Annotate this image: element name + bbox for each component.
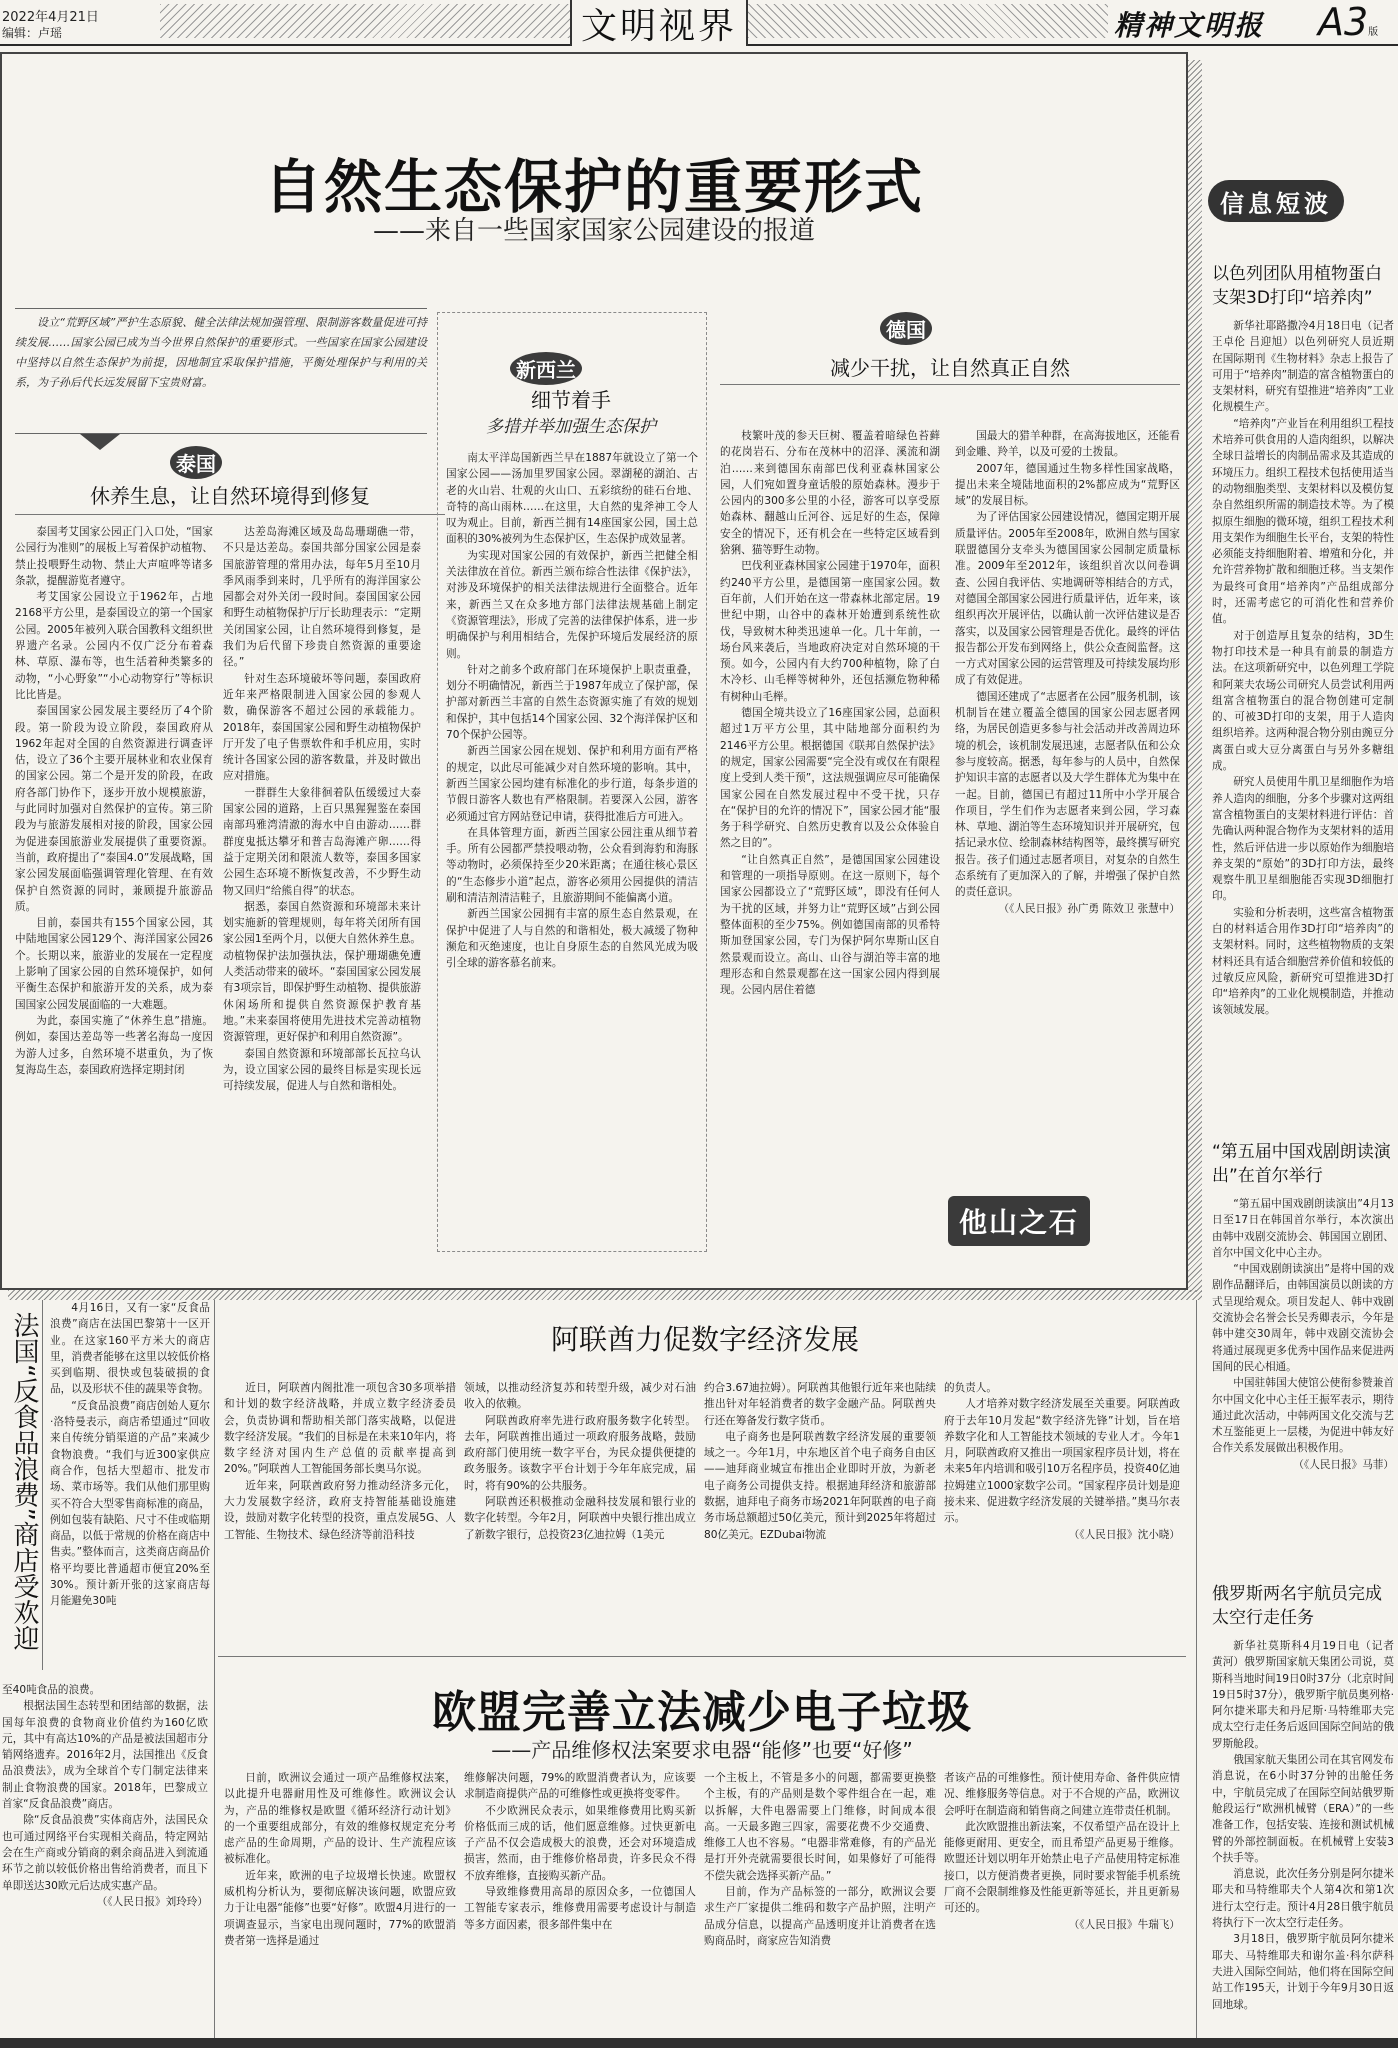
sidebar-item2-para: “第五届中国戏剧朗读演出”4月13日至17日在韩国首尔举行，本次演出由韩中戏剧交流协会、韩国国立剧团、首尔中国文化中心主办。 xyxy=(1212,1198,1394,1259)
germany-headline: 减少干扰，让自然真正自然 xyxy=(830,356,1070,380)
thailand-para: 针对生态环境破坏等问题，泰国政府近年来严格限制进入国家公园的参观人数，确保游客不超过公园的承载能力。2018年，泰国国家公园和野生动植物保护厅开发了电子售票软件和手机应用，实时统计各国家公园的游客数量，并及时做出应对措施。 xyxy=(223,672,421,783)
germany-para: “让自然真正自然”，是德国国家公园建设和管理的一项指导原则。在这一原则下，每个国家公园都设立了“荒野区域”，即没有任何人为干扰的区域，并努力让“荒野区域”占到公园整体面积的至少75%。例如德国南部的贝希特斯加登国家公园，专门为保护阿尔卑斯山区自然景观而设立。高山、山谷与湖泊等丰富的地理形态和自然景观都在这一国家公园内得到展现。公园内居住着德 xyxy=(720,853,940,997)
intro-arrow xyxy=(80,434,120,450)
france-para: “反食品浪费”商店创始人夏尔·洛特曼表示，商店希望通过“回收来自传统分销渠道的产品”来减少食物浪费。“我们与近300家供应商合作，包括大型超市、批发市场、菜市场等。我们从他们那里购买不符合大型零售商标准的商品，例如包装有缺陷、尺寸不佳或临期商品，以低于常规的价格在商店中售卖。”整体而言，这类商店商品价格平均要比普通超市便宜20%至30%。预计新开张的这家商店每月能避免30吨 xyxy=(50,1399,210,1608)
feature-shade-bottom xyxy=(8,1290,1202,1300)
uae-para: 电子商务也是阿联酋数字经济发展的重要领域之一。今年1月，中东地区首个电子商务自由区——迪拜商业城宣布推出企业即时开放，为新老电子商务公司提供支持。根据迪拜经济和旅游部数据，迪拜电子商务市场2021年阿联酋的电子商务市场总额超过50亿美元，预计到2025年将超过80亿美元。EZDubai物流 xyxy=(704,1430,936,1541)
sidebar-item1-para: 实验和分析表明，这些富含植物蛋白的材料适合用作3D打印“培养肉”的支架材料。同时，这些植物物质的支架材料还具有适合细胞营养价值和较低的过敏反应风险，新研究可望推进3D打印“培养肉”的工业化规模制造，并推动该领域发展。 xyxy=(1212,906,1394,1017)
eu-para: 维修解决问题，79%的欧盟消费者认为，应该要求制造商提供产品的可维修性或更换将变零件。 xyxy=(464,1772,696,1801)
uae-para: 阿联酋政府率先进行政府服务数字化转型。去年，阿联酋推出通过一项政府服务战略，鼓励政府部门使用统一数字平台，为民众提供便捷的政务服务。该数字平台计划于今年年底完成，届时，将有90%的公共服务。 xyxy=(464,1414,696,1492)
newzealand-para: 针对之前多个政府部门在环境保护上职责重叠，划分不明确情况，新西兰于1987年成立了保护部，保护部对新西兰丰富的自然生态资源实施了有效的规划和保护，其中包括14个国家公园、32个海洋保护区和70个保护公园等。 xyxy=(446,663,698,742)
uae-para: 近日，阿联酋内阁批准一项包含30多项举措和计划的数字经济战略，并成立数字经济委员会，负责协调和帮助相关部门落实战略，以促进数字经济发展。“我们的目标是在未来10年内，将数字经济对国内生产总值的贡献率提高到20%。”阿联酋人工智能国务部长奥马尔说。 xyxy=(224,1382,456,1476)
germany-para: 2007年，德国通过生物多样性国家战略，提出未来全境陆地面积的2%都应成为“荒野区域”的发展目标。 xyxy=(955,462,1180,508)
germany-para: 枝繁叶茂的参天巨树、覆盖着暗绿色苔藓的花岗岩石、分布在茂林中的沼泽、溪流和湖泊……来到德国东南部巴伐利亚森林国家公园，人们宛如置身童话般的原始森林。漫步于公园内的300多公里的小径，游客可以享受原始森林、翻越山丘河谷、远足好的生态，保障安全的情况下，还有机会在一些特定区域看到猞猁、猫等野生动物。 xyxy=(720,430,940,557)
eu-col-3 xyxy=(704,1770,936,1949)
sidebar-item3-body xyxy=(1212,1638,1394,2013)
masthead-pattern-right xyxy=(748,4,1108,38)
feature-shade xyxy=(1188,60,1202,1292)
germany-badge xyxy=(880,312,932,345)
thailand-para: 泰国国家公园发展主要经历了4个阶段。第一阶段为设立阶段，泰国政府从1962年起对全国的自然资源进行调查评估，设立了36个主要开展林业和农业保育的国家公园。第二个是开发的阶段，在政府各部门协作下，逐步开放小规模旅游，与此同时加强对自然保护的宣传。第三阶段为与旅游发展相对接的阶段，国家公园为促进泰国旅游业发展提供了重要资源。当前，政府提出了“泰国4.0”发展战略，国家公园发展面临强调管理化管理、在有效保护自然资源的同时，兼顾提升旅游品质。 xyxy=(15,705,213,913)
newzealand-col xyxy=(446,450,698,972)
page-number-suffix: 版 xyxy=(1368,27,1379,38)
germany-para: 德国还建成了“志愿者在公园”服务机制，该机制旨在建立覆盖全德国的国家公园志愿者网络，为居民创造更多参与社会活动并改善周边环境的机会，该机制发展迅速，志愿者队伍和公众参与度较高。据悉，每年参与的人员中，自然保护知识丰富的志愿者以及大学生群体尤为集中在一起。目前，德国已有超过11所中小学开展合作项目，学生们作为志愿者来到公园，学习森林、草地、湖泊等生态环境知识并开展研究，包括记录水位、绘制森林结构图等，最终撰写研究报告。孩子们通过志愿者项目，对复杂的自然生态系统有了更加深入的了解，并增强了保护自然的责任意识。 xyxy=(955,690,1180,899)
france-para: 除“反食品浪费”实体商店外，法国民众也可通过网络平台实现相关商品，特定网站会在生产商或分销商的剩余商品进入到流通环节之前以较低价格出售给消费者，而且下单即送达30欧元后达成实惠产品。 xyxy=(2,1814,208,1892)
sidebar-item2-credit: （《人民日报》马菲） xyxy=(1293,1458,1394,1471)
eu-col-2 xyxy=(464,1770,696,1933)
uae-para: 人才培养对数字经济发展至关重要。阿联酋政府于去年10月发起“数字经济先锋”计划，旨在培养数字化和人工智能技术领域的专业人才。今年1月，阿联酋政府又推出一项国家程序员计划，将在未来5年内培训和吸引10万名程序员，投资40亿迪拉姆建立1000家数字公司。“国家程序员计划是迎接未来、促进数字经济发展的关键举措。”奥马尔表示。 xyxy=(944,1398,1180,1525)
sidebar-item1-para: “培养肉”产业旨在利用组织工程技术培养可供食用的人造肉组织，以解决全球日益增长的肉制品需求及其造成的环境压力。组织工程技术包括使用适当的动物细胞类型、支架材料以及模仿复杂自然组织所需的制造技术等。为了模拟原生细胞的微环境，组织工程技术利用支架作为细胞生长平台，支架的特性必须能支持细胞附着、增殖和分化，并允许营养物扩散和细胞迁移。当支架作为最终可食用“培养肉”产品组成部分时，还需考虑它的可消化性和营养价值。 xyxy=(1212,417,1394,626)
thailand-country: 泰国 xyxy=(170,446,222,479)
eu-title: 欧盟完善立法减少电子垃圾 xyxy=(432,1687,972,1738)
newzealand-para: 新西兰国家公园拥有丰富的原生态自然景观，在保护中促进了人与自然的和谐相处，极大减缓了物种濒危和灭绝速度，也让自身原生态的自然风光成为吸引全球的游客慕名前来。 xyxy=(446,908,698,970)
germany-country: 德国 xyxy=(880,312,932,345)
eu-para: 者该产品的可维修性。预计使用寿命、备件供应情况、维修服务等信息。对于不合规的产品，欧洲议会呼吁在制造商和销售商之间建立连带责任机制。 xyxy=(944,1772,1180,1817)
intro-text: 设立“荒野区域”严护生态原貌、健全法律法规加强管理、限制游客数量促进可持续发展……国家公园已成为当今世界自然保护的重要形式。一些国家在国家公园建设中坚持以自然生态保护为前提，因地制宜采取保护措施，平衡处理保护与利用的关系，为子孙后代长远发展留下宝贵财富。 xyxy=(15,316,427,389)
thailand-para: 泰国考艾国家公园正门入口处，“国家公园行为准则”的展板上写着保护动植物、禁止投喂野生动物、禁止大声喧哗等诸多条款，提醒游览者遵守。 xyxy=(15,526,213,587)
eu-para: 导致维修费用高昂的原因众多，一位德国人工智能专家表示，维修费用需要考虑设计与制造等多方面因素，很多部件集中在 xyxy=(464,1886,696,1931)
masthead-pattern-left xyxy=(160,4,570,38)
eu-para: 近年来，欧洲的电子垃圾增长快速。欧盟权威机构分析认为，要彻底解决该问题，欧盟应致力于让电器“能修”也要“好修”。欧盟4月进行的一项调查显示，当家电出现问题时，77%的欧盟消费者第一选择是通过 xyxy=(224,1869,456,1947)
sidebar-item3-para: 3月18日，俄罗斯宇航员阿尔捷米耶夫、马特维耶夫和谢尔盖·科尔萨科夫进入国际空间站，他们将在国际空间站工作195天，计划于今年9月30日返回地球。 xyxy=(1212,1933,1394,2011)
thailand-para: 考艾国家公园设立于1962年，占地2168平方公里，是泰国设立的第一个国家公园。2005年被列入联合国教科文组织世界遗产名录。公园内不仅广泛分布着森林、草原、瀑布等，也生活着种类繁多的动物，“小心野象”“小心动物穿行”等标识比比皆是。 xyxy=(15,591,213,701)
eu-para: 不少欧洲民众表示，如果维修费用比购买新价格低而三成的话，他们愿意维修。过快更新电子产品不仅会造成极大的浪费，还会对环境造成损害，然而，由于维修价格昂贵，许多民众不得不放弃维修，直接购买新产品。 xyxy=(464,1804,696,1882)
paper-name: 精神文明报 xyxy=(1114,9,1265,42)
uae-para: 阿联酋还积极推动金融科技发展和银行业的数字化转型。今年2月，阿联酋中央银行推出成立了新数字银行，总投资23亿迪拉姆（1美元 xyxy=(464,1496,696,1541)
masthead-editor: 编辑：卢瑶 xyxy=(2,26,63,40)
page-number-value: A3 xyxy=(1318,0,1369,44)
thailand-para: 据悉，泰国自然资源和环境部未来计划实施新的管理规则，每年将关闭所有国家公园1至两个月，以便大自然休养生息。动植物保护法加强执法，保护珊瑚礁免遭人类活动带来的破坏。“泰国国家公园发展有3项宗旨，即保护野生动植物、提供旅游休闲场所和提供自然资源保护教育基地。”未来泰国将使用先进技术完善动植物资源管理，更好保护和利用自然资源”。 xyxy=(223,900,421,1044)
newzealand-badge xyxy=(510,352,582,385)
sidebar-item1-title: 以色列团队用植物蛋白支架3D打印“培养肉” xyxy=(1212,264,1382,308)
germany-para: 德国全境共设立了16座国家公园，总面积超过1万平方公里，其中陆地部分面积约为2146平方公里。根据德国《联邦自然保护法》的规定，国家公园需要“完全没有或仅在有限程度上受到人类干预”，这法规强调应尽可能确保国家公园在自然发展过程中不受干扰，只存在“保护目的允许的情况下”，国家公园才能“服务于科学研究、自然历史教育以及公众体验自然之目的”。 xyxy=(720,707,940,850)
germany-para: 国最大的猎羊种群，在高海拔地区，还能看到金雕、羚羊，以及可爱的土拨鼠。 xyxy=(955,430,1180,459)
sidebar-item1-para: 新华社耶路撒冷4月18日电（记者 王卓伦 吕迎旭）以色列研究人员近期在国际期刊《生物材料》杂志上报告了可用于“培养肉”制造的富含植物蛋白的支架材料，研究有望推进“培养肉”工业化规模生产。 xyxy=(1212,320,1394,414)
germany-col-1 xyxy=(720,428,940,998)
thailand-rule xyxy=(15,514,445,515)
france-title-rule xyxy=(42,1300,43,1670)
thailand-para: 一群群生大象徘徊着队伍缓缓过大泰国家公园的道路，上百只黑猩猩鉴在泰国南部玛雅湾清澈的海水中自由游动……群群度鬼抵达攀牙和普吉岛海滩产卵……得益于定期关闭和限流人数等，泰国多国家公园生态环境不断恢复改善，不少野生动物又回归“给熊自得”的状态。 xyxy=(223,786,421,897)
germany-para: 巴伐利亚森林国家公园建于1970年，面积约240平方公里，是德国第一座国家公园。数百年前，人们开始在这一带森林北部定居。19世纪中期，山谷中的森林开始遭到系统性砍伐，导致树木种类迅速单一化。几十年前，一场台风来袭后，当地政府决定对自然环境的干预。如今，公园内有大约700种植物，除了白木冷杉、山毛榉等树种外，还包括濒危物种稀有树种山毛榉。 xyxy=(720,560,940,703)
sidebar-item1-body xyxy=(1212,318,1394,1019)
feature-title: 自然生态保护的重要形式 xyxy=(263,153,924,221)
section-title-box xyxy=(570,0,748,46)
eu-col-1 xyxy=(224,1770,456,1949)
eu-credit: （《人民日报》牛瑞飞） xyxy=(1068,1918,1180,1931)
sidebar-item2-para: 中国驻韩国大使馆公使衔参赞兼首尔中国文化中心主任王振军表示，期待通过此次活动，中韩两国文化交流与艺术互鉴能更上一层楼，为促进中韩友好合作关系发展做出积极作用。 xyxy=(1212,1377,1394,1455)
masthead-date: 2022年4月21日 xyxy=(2,10,99,25)
sidebar-item1-para: 对于创造厚且复杂的结构，3D生物打印技术是一种具有前景的制造方法。在这项新研究中，以色列理工学院和阿莱夫农场公司研究人员尝试利用两组富含植物蛋白的混合物创建可定制的、可被3D打印的支架，用于人造肉组织培养。这两种混合物分别由豌豆分离蛋白或大豆分离蛋白与另外多糖组成。 xyxy=(1212,629,1394,773)
sidebar-divider xyxy=(1196,1300,1197,2040)
uae-para: 近年来，阿联酋政府努力推动经济多元化，大力发展数字经济，政府支持智能基础设施建设，鼓励对数字化转型的投资，重点发展5G、人工智能、生物技术、绿色经济等前沿科技 xyxy=(224,1479,456,1541)
france-text-top xyxy=(50,1300,210,1610)
sidebar-item3-para: 消息说，此次任务分别是阿尔捷米耶夫和马特维耶夫个人第4次和第1次进行太空行走。预计4月28日俄宇航员将执行下一次太空行走任务。 xyxy=(1212,1868,1394,1930)
uae-col-4 xyxy=(944,1380,1180,1543)
thailand-para: 为此，泰国实施了“休养生息”措施。例如，泰国达差岛等一些著名海岛一度因为游人过多，自然环境不堪重负，为了恢复海岛生态，泰国政府选择定期封闭 xyxy=(15,1014,213,1076)
sidebar-item3-para: 新华社莫斯科4月19日电（记者 黄河）俄罗斯国家航天集团公司说，莫斯科当地时间19日0时37分（北京时间19日5时37分），俄罗斯宇航员奥列格·阿尔捷米耶夫和丹尼斯·马特维耶夫完成太空行走任务后返回国际空间站的俄罗斯舱段。 xyxy=(1212,1640,1395,1750)
uae-para: 约合3.67迪拉姆）。阿联酋其他银行近年来也陆续推出针对年轻消费者的数字金融产品。阿联酋央行还在筹备发行数字货币。 xyxy=(704,1382,936,1427)
france-credit: （《人民日报》刘玲玲） xyxy=(96,1895,208,1908)
sidebar-item3-title: 俄罗斯两名宇航员完成太空行走任务 xyxy=(1212,1584,1382,1628)
uae-col-1 xyxy=(224,1380,456,1543)
france-divider xyxy=(214,1300,215,2040)
germany-rule xyxy=(720,384,1180,385)
sidebar-heading-text: 信息短波 xyxy=(1220,189,1332,218)
newzealand-headline-1: 细节着手 xyxy=(531,388,611,412)
thailand-badge xyxy=(170,446,222,479)
thailand-para: 达差岛海滩区域及岛岛珊瑚礁一带，不只是达差岛。泰国共部分国家公园是泰国旅游管理的常用办法，每年5月至10月季风雨季到来时，几乎所有的海洋国家公园都会对外关闭一段时间。泰国国家公园和野生动植物保护厅厅长助理表示：“定期关闭国家公园，让自然环境得到修复，是我们为后代留下珍贵自然资源的重要途径。” xyxy=(223,526,421,669)
thailand-para: 目前，泰国共有155个国家公园，其中陆地国家公园129个、海洋国家公园26个。长期以来，旅游业的发展在一定程度上影响了国家公园的自然环境保护，如何平衡生态保护和旅游开发的关系，成为泰国国家公园发展面临的一大难题。 xyxy=(15,917,213,1011)
germany-para: 为了评估国家公园建设情况，德国定期开展质量评估。2005年至2008年，欧洲自然与国家联盟德国分支牵头为德国国家公园制定质量标准。2009年至2012年，该组织首次以问卷调查、公园自我评估、实地调研等相结合的方式，对德国全部国家公园进行质量评估，近年来，该组织再次开展评估，以确认前一次评估建议是否落实，以及国家公园管理是否优化。最终的评估报告都公开发布到网络上，供公众查阅监督。这一方式对国家公园的运营管理及可持续发展均形成了有效促进。 xyxy=(955,511,1180,687)
sidebar-item2-title: “第五届中国戏剧朗读演出”在首尔举行 xyxy=(1212,1142,1391,1186)
eu-para: 日前，欧洲议会通过一项产品维修权法案，以此提升电器耐用性及可维修性。欧洲议会认为，产品的维修权是欧盟《循环经济行动计划》的一个重要组成部分，有效的维修权规定充分考虑产品的生命周期，产品的设计、生产流程应该被标准化。 xyxy=(224,1772,456,1866)
newzealand-para: 南太平洋岛国新西兰早在1887年就设立了第一个国家公园——汤加里罗国家公园。翠湖秘的湖泊、古老的火山岩、壮观的火山口、五彩缤纷的硅石台地、奇特的高山雨林……在这里，大自然的鬼斧神工令人叹为观止。目前，新西兰拥有14座国家公园，国土总面积的30%被列为生态保护区，生态保护成效显著。 xyxy=(446,452,698,546)
page-bottom-rule xyxy=(0,2038,1398,2048)
feature-subtitle: ——来自一些国家国家公园建设的报道 xyxy=(372,216,815,246)
sidebar-heading xyxy=(1208,180,1344,222)
uae-para: 的负责人。 xyxy=(944,1382,997,1394)
sidebar-item2-body xyxy=(1212,1196,1394,1473)
uae-col-3 xyxy=(704,1380,936,1543)
germany-credit: （《人民日报》孙广勇 陈效卫 张慧中） xyxy=(998,902,1180,915)
uae-credit: （《人民日报》沈小晓） xyxy=(1068,1528,1180,1541)
sidebar-item2-para: “中国戏剧朗读演出”是将中国的戏剧作品翻译后，由韩国演员以朗读的方式呈现给观众。项目发起人、韩中戏剧交流协会名誉会长吴秀卿表示，今年是韩中建交30周年，韩中戏剧交流协会将通过展现更多优秀中国作品来促进两国间的民心相通。 xyxy=(1212,1263,1394,1373)
newzealand-para: 在具体管理方面，新西兰国家公园注重从细节着手。所有公园都严禁投喂动物，公众看到海豹和海豚等动物时，必须保持至少20米距离；在通往核心景区的“生态修步小道”起点，游客必须用公园提供的清洁刷和清洁剂清洁鞋子，且旅游期间不能偏离小道。 xyxy=(446,826,698,905)
germany-col-2 xyxy=(955,428,1180,917)
france-text-bottom xyxy=(2,1682,208,1910)
france-para: 根据法国生态转型和团结部的数据，法国每年浪费的食物商业价值约为160亿欧元，其中有高达10%的产品是被法国超市分销网络遗弃。2016年2月，法国推出《反食品浪费法》，成为全球首个专门制定法律来制止食物浪费的国家。2018年，巴黎成立首家“反食品浪费”商店。 xyxy=(2,1700,208,1811)
thailand-para: 泰国自然资源和环境部部长瓦拉乌认为，设立国家公园的最终目标是实现长远可持续发展，促进人与自然和谐相处。 xyxy=(223,1047,421,1093)
sidebar-item3-para: 俄国家航天集团公司在其官网发布消息说，在6小时37分钟的出舱任务中，宇航员完成了在国际空间站俄罗斯舱段运行“欧洲机械臂（ERA）”的一些准备工作，包括安装、连接和测试机械臂的外部控制面板。在机械臂上安装3个扶手等。 xyxy=(1212,1754,1394,1864)
newzealand-para: 为实现对国家公园的有效保护，新西兰把健全相关法律放在首位。新西兰颁布综合性法律《保护法》，对涉及环境保护的相关法律法规进行全面整合。近年来，新西兰又在众多地方部门法律法规基础上制定《资源管理法》，形成了完善的法律保护体系，进一步明确保护与利用相结合，先保护环境后发展经济的原则。 xyxy=(446,549,698,660)
eu-subtitle: ——产品维修权法案要求电器“能修”也要“好修” xyxy=(491,1738,913,1762)
uae-title: 阿联酋力促数字经济发展 xyxy=(550,1323,859,1356)
eu-para: 目前，作为产品标签的一部分，欧洲议会要求生产厂家提供二维码和数字产品护照，注明产品成分信息，以提高产品透明度并让消费者在选购商品时，商家应告知消费 xyxy=(704,1886,936,1947)
sidebar-item1-para: 研究人员使用牛肌卫星细胞作为培养人造肉的细胞，分多个步骤对这两组富含植物蛋白的支架材料进行评估：首先确认两种混合物作为支架材料的适用性，然后评估进一步以原始作为细胞培养支架的“原始”的3D打印方法，最终观察牛肌卫星细胞能否实现3D细胞打印。 xyxy=(1212,776,1394,903)
uae-col-2 xyxy=(464,1380,696,1543)
france-para: 至40吨食品的浪费。 xyxy=(2,1684,101,1696)
newzealand-country: 新西兰 xyxy=(510,352,582,385)
intro-box xyxy=(15,308,427,434)
france-para: 4月16日，又有一家“反食品浪费”商店在法国巴黎第十一区开业。在这家160平方米大的商店里，消费者能够在这里以较低价格买到临期、很快或包装破损的食品，以及形状不佳的蔬果等食物。 xyxy=(50,1302,210,1396)
uae-para: 领域，以推动经济复苏和转型升级，减少对石油收入的依赖。 xyxy=(464,1382,696,1411)
newzealand-headline-2: 多措并举加强生态保护 xyxy=(486,417,656,437)
eu-para: 一个主板上，不管是多小的问题，都需要更换整个主板，有的产品则是数个零件组合在一起，难以拆解，大件电器需要上门维修，时间成本很高。一天最多跑三四家，需要花费不少交通费、维修工人也不容易。“电器非常难修，有的产品光是打开外壳就需要很长时间，如果修好了可能得不偿失就会选择买新产品。” xyxy=(704,1772,936,1882)
eu-para: 此次欧盟推出新法案，不仅希望产品在设计上能修更耐用、更安全，而且希望产品更易于维修。欧盟还计划以明年开始禁止电子产品使用特定标准接口，以方便消费者更换，同时要求智能手机系统厂商不会限制维修及性能更新等延长，并且更新易可还的。 xyxy=(944,1820,1180,1915)
thailand-col-2 xyxy=(223,524,421,1094)
stamp-tashan xyxy=(948,1196,1090,1246)
eu-col-4 xyxy=(944,1770,1180,1933)
france-title: 法国“反食品浪费”商店受欢迎 xyxy=(9,1312,39,1651)
newzealand-para: 新西兰国家公园在规划、保护和利用方面有严格的规定，以此尽可能减少对自然环境的影响。其中，新西兰国家公园均建有标准化的步行道，每条步道的节假日游客人数也有严格限制。若要深入公园，游客必须通过官方网站登记申请，获得批准后方可进入。 xyxy=(446,745,698,823)
stamp-tashan-text: 他山之石 xyxy=(958,1206,1079,1239)
section-title: 文明视界 xyxy=(580,5,737,47)
uae-bottom-rule xyxy=(218,1656,1186,1657)
thailand-col-1 xyxy=(15,524,213,1078)
page-number xyxy=(1318,0,1378,44)
thailand-headline: 休养生息，让自然环境得到修复 xyxy=(90,484,370,508)
